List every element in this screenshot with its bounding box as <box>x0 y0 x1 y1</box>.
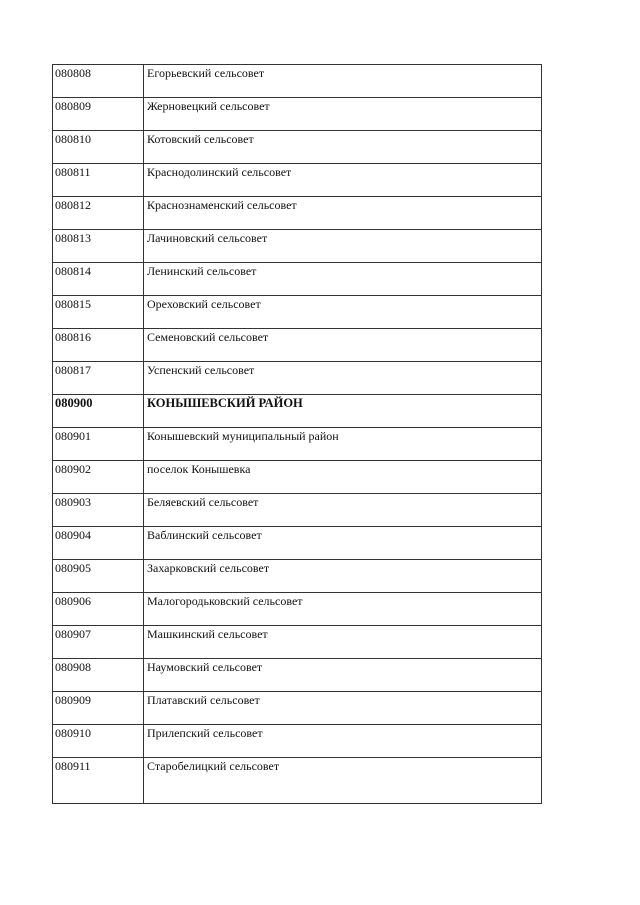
municipality-code-table <box>52 64 542 804</box>
code-cell: 080910 <box>53 725 144 758</box>
table-row <box>53 131 542 164</box>
name-cell: Егорьевский сельсовет <box>144 65 542 98</box>
code-cell: 080808 <box>53 65 144 98</box>
table-row <box>53 230 542 263</box>
table-row <box>53 197 542 230</box>
table-row <box>53 329 542 362</box>
code-cell: 080900 <box>53 395 144 428</box>
table-row <box>53 461 542 494</box>
table-row <box>53 659 542 692</box>
name-cell: Захарковский сельсовет <box>144 560 542 593</box>
table-row <box>53 98 542 131</box>
name-cell: Беляевский сельсовет <box>144 494 542 527</box>
name-cell: Старобелицкий сельсовет <box>144 758 542 804</box>
name-cell: поселок Конышевка <box>144 461 542 494</box>
code-cell: 080904 <box>53 527 144 560</box>
name-cell: КОНЫШЕВСКИЙ РАЙОН <box>144 395 542 428</box>
name-cell: Успенский сельсовет <box>144 362 542 395</box>
table-row <box>53 494 542 527</box>
code-cell: 080810 <box>53 131 144 164</box>
table-row <box>53 428 542 461</box>
code-cell: 080907 <box>53 626 144 659</box>
code-cell: 080815 <box>53 296 144 329</box>
table-row <box>53 692 542 725</box>
code-cell: 080814 <box>53 263 144 296</box>
name-cell: Семеновский сельсовет <box>144 329 542 362</box>
table-row <box>53 263 542 296</box>
code-cell: 080811 <box>53 164 144 197</box>
name-cell: Котовский сельсовет <box>144 131 542 164</box>
code-cell: 080816 <box>53 329 144 362</box>
code-cell: 080905 <box>53 560 144 593</box>
table-row <box>53 395 542 428</box>
name-cell: Краснознаменский сельсовет <box>144 197 542 230</box>
table-row <box>53 758 542 804</box>
code-cell: 080813 <box>53 230 144 263</box>
table-body <box>53 65 542 804</box>
name-cell: Краснодолинский сельсовет <box>144 164 542 197</box>
code-cell: 080902 <box>53 461 144 494</box>
table-row <box>53 362 542 395</box>
code-cell: 080903 <box>53 494 144 527</box>
name-cell: Прилепский сельсовет <box>144 725 542 758</box>
code-cell: 080906 <box>53 593 144 626</box>
table-row <box>53 560 542 593</box>
name-cell: Лачиновский сельсовет <box>144 230 542 263</box>
table-row <box>53 527 542 560</box>
name-cell: Малогородьковский сельсовет <box>144 593 542 626</box>
name-cell: Ореховский сельсовет <box>144 296 542 329</box>
table-row <box>53 593 542 626</box>
name-cell: Ваблинский сельсовет <box>144 527 542 560</box>
name-cell: Платавский сельсовет <box>144 692 542 725</box>
table-row <box>53 65 542 98</box>
name-cell: Конышевский муниципальный район <box>144 428 542 461</box>
code-cell: 080809 <box>53 98 144 131</box>
table-row <box>53 164 542 197</box>
table-row <box>53 725 542 758</box>
table-row <box>53 626 542 659</box>
code-cell: 080911 <box>53 758 144 804</box>
code-cell: 080817 <box>53 362 144 395</box>
table-row <box>53 296 542 329</box>
name-cell: Наумовский сельсовет <box>144 659 542 692</box>
code-cell: 080901 <box>53 428 144 461</box>
code-cell: 080909 <box>53 692 144 725</box>
name-cell: Ленинский сельсовет <box>144 263 542 296</box>
name-cell: Жерновецкий сельсовет <box>144 98 542 131</box>
code-cell: 080812 <box>53 197 144 230</box>
name-cell: Машкинский сельсовет <box>144 626 542 659</box>
code-cell: 080908 <box>53 659 144 692</box>
